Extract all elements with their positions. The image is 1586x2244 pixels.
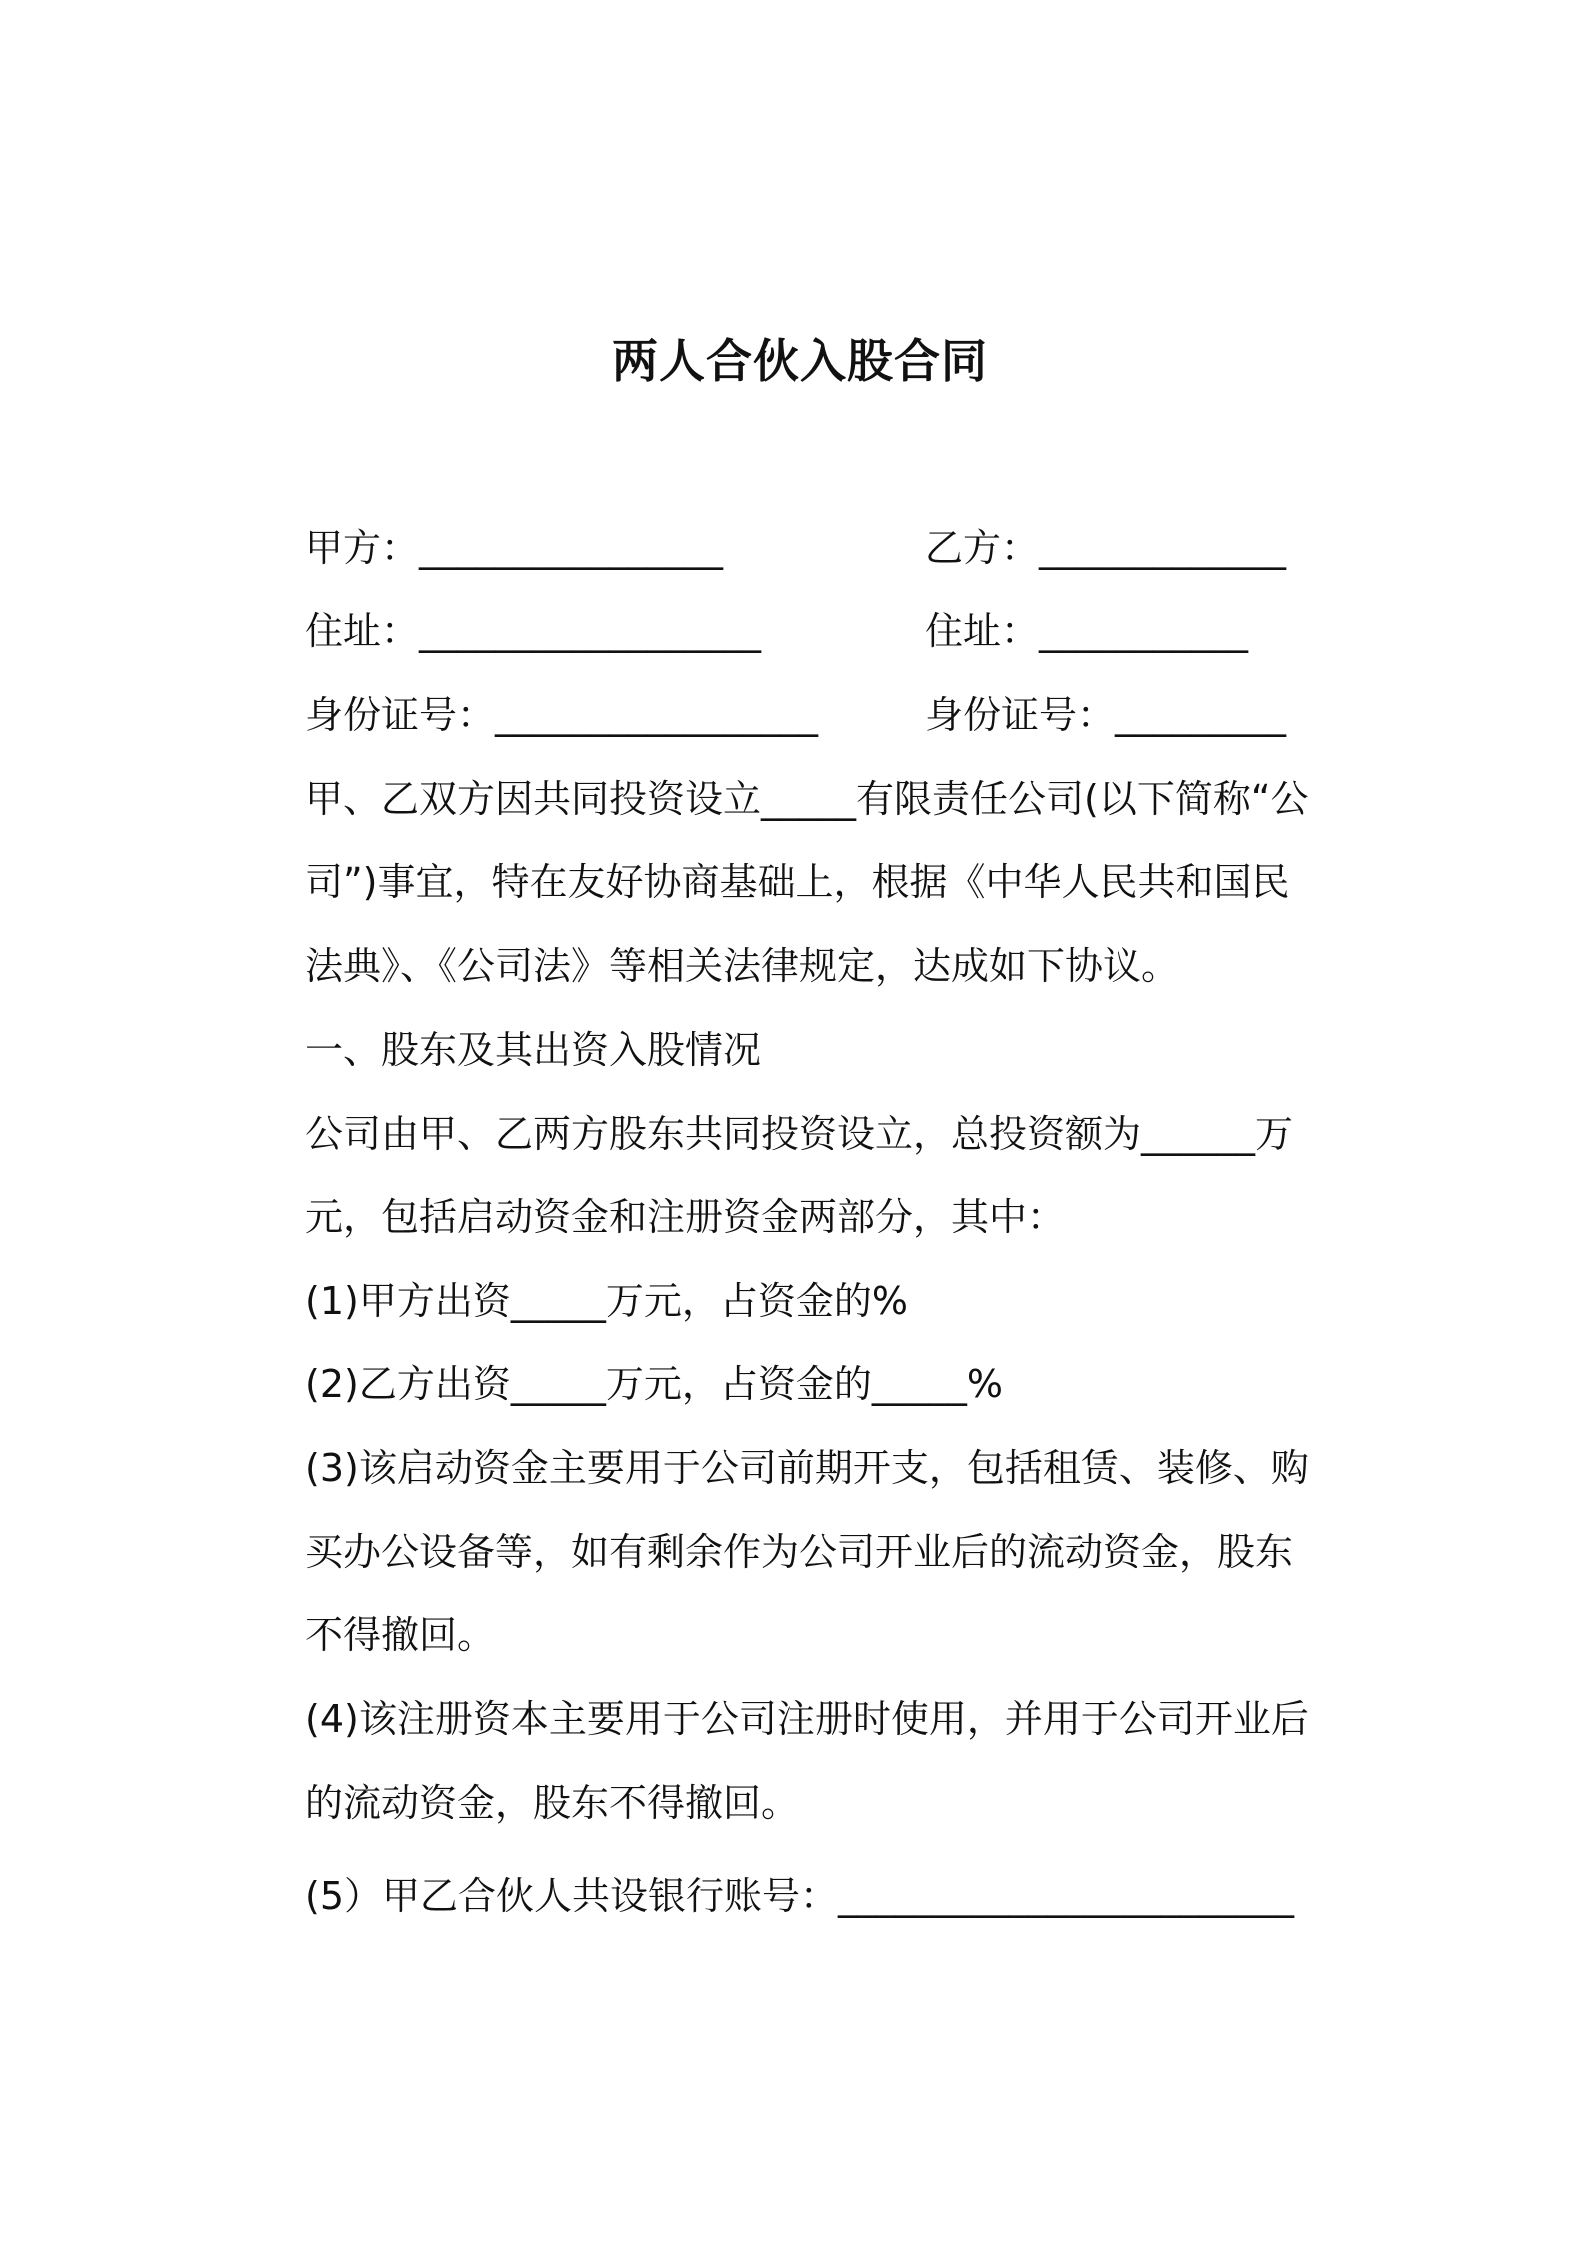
item-3-line: 不得撤回。 bbox=[305, 1613, 496, 1657]
party-b-name-label: 乙方： bbox=[925, 526, 1040, 570]
item-2: (2)乙方出资_____万元，占资金的_____% bbox=[305, 1362, 1003, 1406]
bank-account-field[interactable]: ________________________ bbox=[838, 1874, 1295, 1918]
party-b-name-row bbox=[925, 523, 1286, 573]
item-3-line: (3)该启动资金主要用于公司前期开支，包括租赁、装修、购 bbox=[305, 1446, 1309, 1490]
party-b-address-label: 住址： bbox=[925, 609, 1040, 653]
preamble-line: 甲、乙双方因共同投资设立_____有限责任公司(以下简称“公 bbox=[305, 777, 1309, 821]
party-a-id-row bbox=[305, 690, 818, 740]
party-b-id-label: 身份证号： bbox=[925, 693, 1116, 737]
preamble-line: 法典》、《公司法》等相关法律规定，达成如下协议。 bbox=[305, 944, 1180, 988]
party-b-address-field[interactable]: ___________ bbox=[1039, 609, 1249, 653]
party-a-address-label: 住址： bbox=[305, 609, 420, 653]
item-3-line: 买办公设备等，如有剩余作为公司开业后的流动资金，股东 bbox=[305, 1530, 1294, 1574]
item-5-row bbox=[305, 1871, 1294, 1921]
party-b-id-field[interactable]: _________ bbox=[1115, 693, 1287, 737]
party-b-address-row bbox=[925, 606, 1248, 656]
page-title: 两人合伙入股合同 bbox=[612, 334, 988, 388]
party-a-name-row bbox=[305, 523, 723, 573]
party-a-name-field[interactable]: ________________ bbox=[419, 526, 724, 570]
party-a-address-field[interactable]: __________________ bbox=[419, 609, 762, 653]
party-b-id-row bbox=[925, 690, 1286, 740]
party-a-name-label: 甲方： bbox=[305, 526, 420, 570]
section-1-intro-line: 公司由甲、乙两方股东共同投资设立，总投资额为______万 bbox=[305, 1112, 1294, 1156]
item-1: (1)甲方出资_____万元，占资金的% bbox=[305, 1279, 908, 1323]
section-1-heading: 一、股东及其出资入股情况 bbox=[305, 1028, 762, 1072]
item-4-line: 的流动资金，股东不得撤回。 bbox=[305, 1781, 800, 1825]
item-4-line: (4)该注册资本主要用于公司注册时使用，并用于公司开业后 bbox=[305, 1697, 1309, 1741]
party-b-name-field[interactable]: _____________ bbox=[1039, 526, 1287, 570]
section-1-intro-line: 元，包括启动资金和注册资金两部分，其中： bbox=[305, 1195, 1066, 1239]
preamble-line: 司”)事宜，特在友好协商基础上，根据《中华人民共和国民 bbox=[305, 860, 1290, 904]
party-a-address-row bbox=[305, 606, 761, 656]
party-a-id-label: 身份证号： bbox=[305, 693, 496, 737]
item-5-label: (5）甲乙合伙人共设银行账号： bbox=[305, 1874, 839, 1918]
party-a-id-field[interactable]: _________________ bbox=[495, 693, 819, 737]
